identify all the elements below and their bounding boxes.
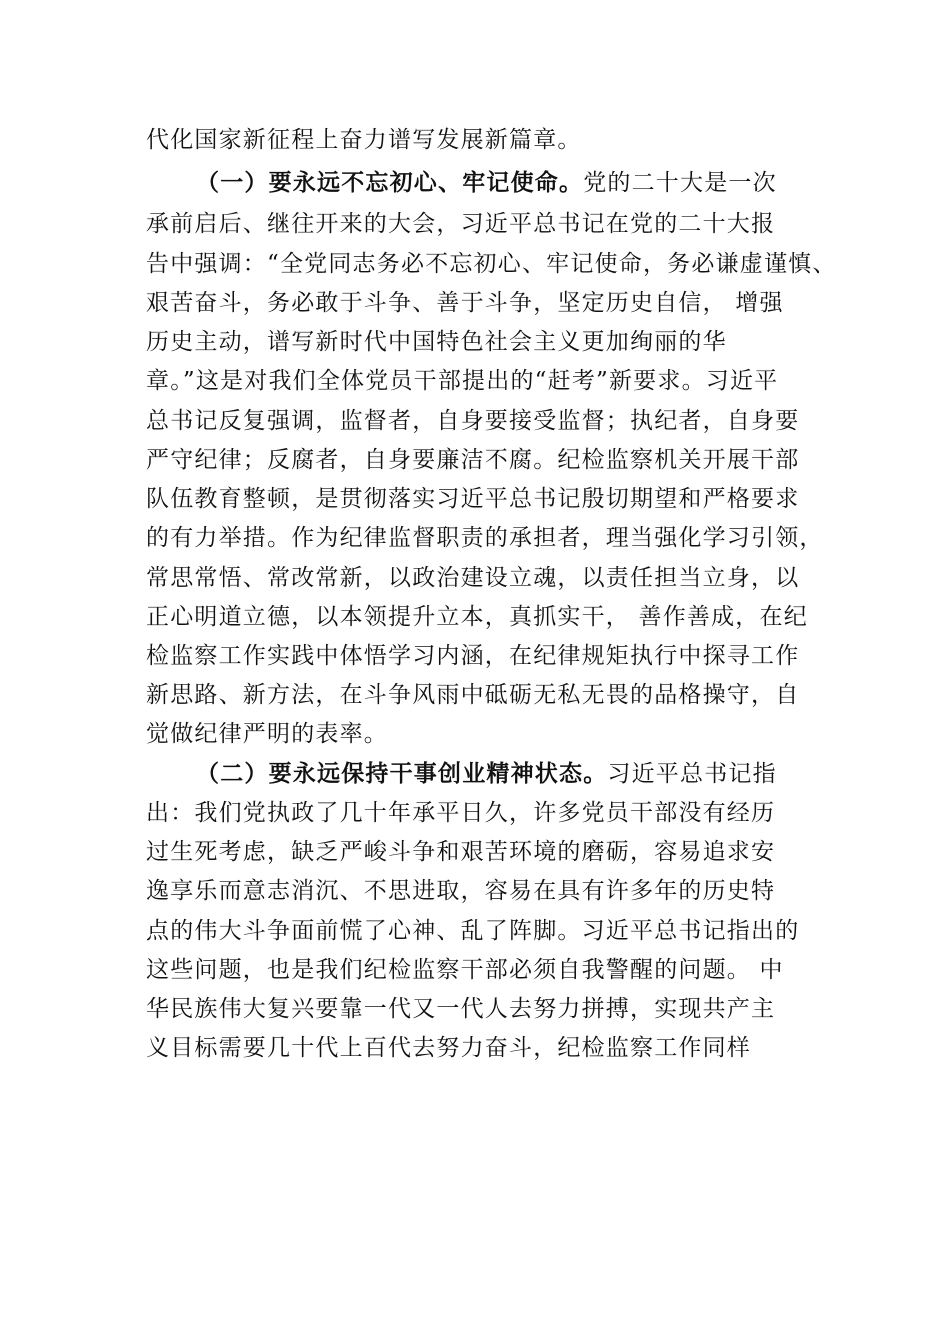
text-line: 点的伟大斗争面前慌了心神、乱了阵脚。习近平总书记指出的 <box>146 918 800 944</box>
text-line: 正心明道立德，以本领提升立本，真抓实干， 善作善成，在纪 <box>146 604 808 630</box>
text-line: 队伍教育整顿，是贯彻落实习近平总书记殷切期望和严格要求 <box>146 486 800 512</box>
text-line: 严守纪律；反腐者，自身要廉洁不腐。纪检监察机关开展干部 <box>146 447 800 473</box>
text-line: 过生死考虑，缺乏严峻斗争和艰苦环境的磨砺，容易追求安 <box>146 839 776 865</box>
section-1-first-line <box>196 168 777 198</box>
text-line: 艰苦奋斗，务必敢于斗争、善于斗争，坚定历史自信， 增强 <box>146 290 784 316</box>
section-2-heading: （二）要永远保持干事创业精神状态。 <box>196 760 608 787</box>
section-2-lead-text: 习近平总书记指 <box>607 761 777 787</box>
text-line: 检监察工作实践中体悟学习内涵，在纪律规矩执行中探寻工作 <box>146 643 800 669</box>
text-line: 总书记反复强调，监督者，自身要接受监督；执纪者，自身要 <box>146 408 800 434</box>
text-line: 历史主动，谱写新时代中国特色社会主义更加绚丽的华 <box>146 329 727 355</box>
section-1-lead-text: 党的二十大是一次 <box>583 170 777 196</box>
text-line: 觉做纪律严明的表率。 <box>146 721 388 747</box>
section-1-heading: （一）要永远不忘初心、牢记使命。 <box>196 169 584 196</box>
text-line: 义目标需要几十代上百代去努力奋斗，纪检监察工作同样 <box>146 1035 751 1061</box>
text-line: 出：我们党执政了几十年承平日久，许多党员干部没有经历 <box>146 800 776 826</box>
text-line: 逸享乐而意志消沉、不思进取，容易在具有许多年的历史特 <box>146 878 776 904</box>
section-2-first-line <box>196 759 777 789</box>
text-line: 代化国家新征程上奋力谱写发展新篇章。 <box>146 127 582 153</box>
text-line: 新思路、新方法，在斗争风雨中砥砺无私无畏的品格操守，自 <box>146 682 800 708</box>
text-line: 承前启后、继往开来的大会，习近平总书记在党的二十大报 <box>146 211 776 237</box>
text-line: 告中强调：“全党同志务必不忘初心、牢记使命，务必谦虚谨慎、 <box>146 251 837 277</box>
text-line: 华民族伟大复兴要靠一代又一代人去努力拼搏，实现共产主 <box>146 996 776 1022</box>
text-line: 这些问题，也是我们纪检监察干部必须自我警醒的问题。 中 <box>146 957 784 983</box>
text-line: 章。”这是对我们全体党员干部提出的“赶考”新要求。习近平 <box>146 368 779 394</box>
text-line: 的有力举措。作为纪律监督职责的承担者，理当强化学习引领， <box>146 525 824 551</box>
text-line: 常思常悟、常改常新，以政治建设立魂，以责任担当立身，以 <box>146 565 800 591</box>
